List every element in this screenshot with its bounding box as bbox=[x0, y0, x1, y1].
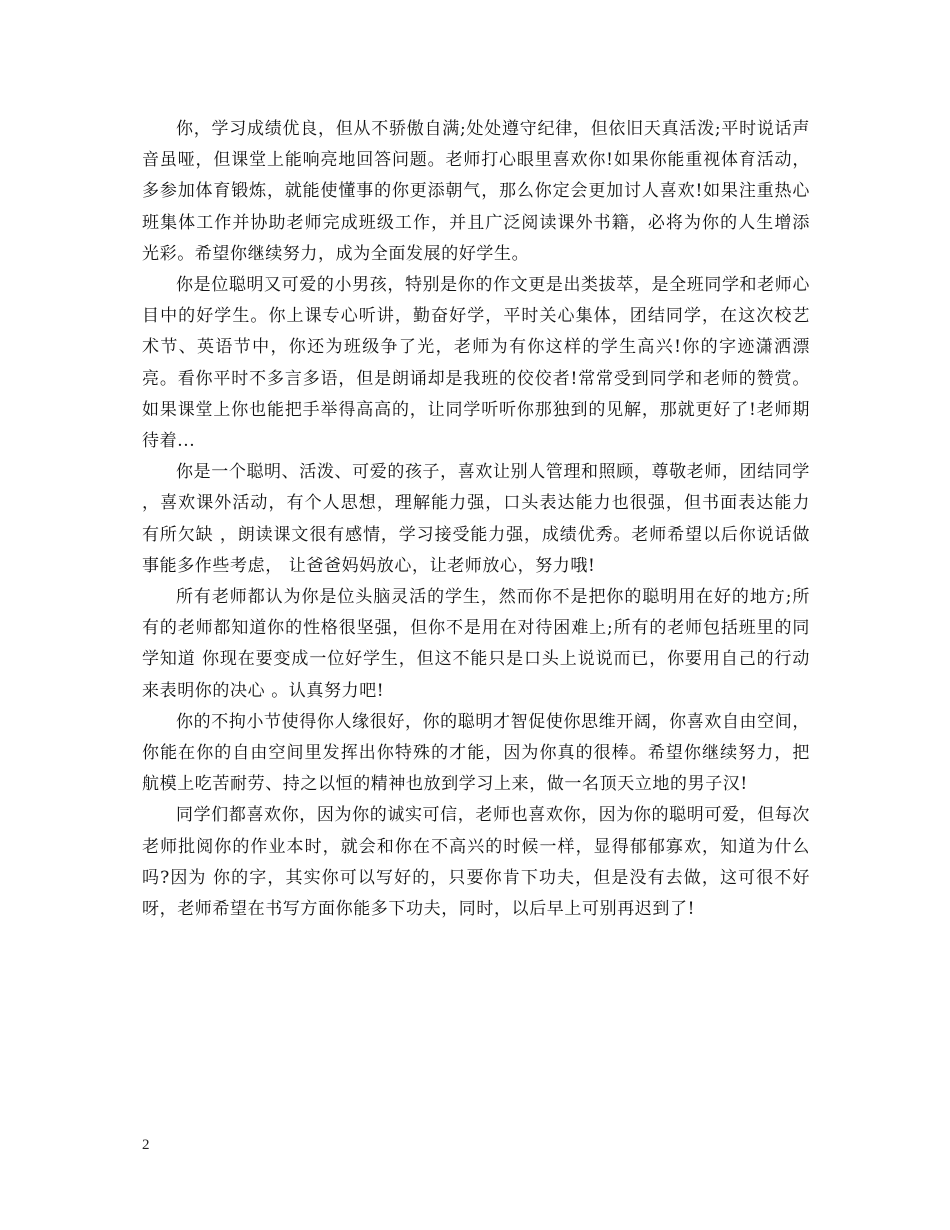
paragraph-6: 同学们都喜欢你，因为你的诚实可信，老师也喜欢你，因为你的聪明可爱，但每次 老师批阅你的作业本时，就会和你在不高兴的时候一样，显得郁郁寡欢，知道为什么吗?因为 你的字，其实你可以写好的，只要你肯下功夫，但是没有去做，这可很不好呀，老师希望在书写方面你能多下功夫，同时，以后早上可别再迟到了! bbox=[142, 805, 810, 920]
paragraph-2: 你是位聪明又可爱的小男孩，特别是你的作文更是出类拔萃，是全班同学和老师心目中的好学生。你上课专心听讲，勤奋好学，平时关心集体，团结同学，在这次校艺术节、英语节中，你还为班级争了光，老师为有你这样的学生高兴!你的字迹潇洒漂亮。看你平时不多言多语，但是朗诵却是我班的佼佼者!常常受到同学和老师的赞赏。如果课堂上你也能把手举得高高的，让同学听听你那独到的见解，那就更好了!老师期待着... bbox=[142, 275, 810, 452]
paragraph-3: 你是一个聪明、活泼、可爱的孩子，喜欢让别人管理和照顾，尊敬老师，团结同学 ，喜欢课外活动，有个人思想，理解能力强，口头表达能力也很强，但书面表达能力有所欠缺 ，朗读课文很有感情，学习接受能力强，成绩优秀。老师希望以后你说话做事能多作些考虑， 让爸爸妈妈放心，让老师放心，努力哦! bbox=[142, 462, 810, 576]
paragraph-4: 所有老师都认为你是位头脑灵活的学生，然而你不是把你的聪明用在好的地方;所 有的老师都知道你的性格很坚强，但你不是用在对待困难上;所有的老师包括班里的同学知道 你现在要变成一位好学生，但这不能只是口头上说说而已，你要用自己的行动来表明你的决心 。认真努力吧! bbox=[142, 587, 810, 701]
document-body bbox=[142, 114, 810, 925]
paragraph-1: 你，学习成绩优良，但从不骄傲自满;处处遵守纪律，但依旧天真活泼;平时说话声音虽哑，但课堂上能响亮地回答问题。老师打心眼里喜欢你!如果你能重视体育活动，多参加体育锻炼，就能使懂事的你更添朝气，那么你定会更加讨人喜欢!如果注重热心班集体工作并协助老师完成班级工作，并且广泛阅读课外书籍，必将为你的人生增添光彩。希望你继续努力，成为全面发展的好学生。 bbox=[142, 119, 810, 264]
paragraph-5: 你的不拘小节使得你人缘很好，你的聪明才智促使你思维开阔，你喜欢自由空间， 你能在你的自由空间里发挥出你特殊的才能，因为你真的很棒。希望你继续努力，把航模上吃苦耐劳、持之以恒的精神也放到学习上来，做一名顶天立地的男子汉! bbox=[142, 711, 810, 795]
page-number: 2 bbox=[142, 1137, 150, 1153]
